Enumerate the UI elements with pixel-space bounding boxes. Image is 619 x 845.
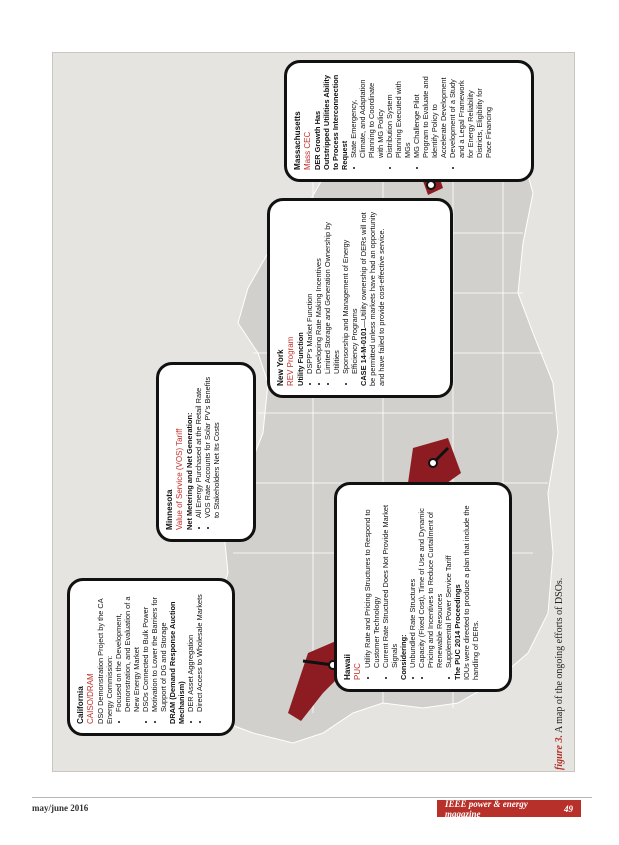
massachusetts-bullets: [349, 72, 494, 170]
hawaii-considering-bullets: [408, 494, 453, 680]
footer-page-number: 49: [564, 803, 573, 814]
california-dram-bullets: [186, 590, 204, 724]
list-item: • Supplemental Power Service Tariff: [444, 494, 453, 668]
list-item: • DSOs Connected to Bulk Power: [141, 590, 150, 712]
list-item: • Development of a Study and a Legal Framework for Energy Reliability Districts, Eligibility for Pace Financing: [448, 72, 493, 158]
minnesota-program: Value of Service (VOS) Tariff: [175, 428, 184, 530]
minnesota-title: Minnesota: [165, 489, 174, 530]
callout-minnesota: [156, 362, 256, 542]
new-york-case-heading: CASE 14-M-0101: [358, 327, 368, 386]
callout-massachusetts: [284, 60, 534, 182]
minnesota-heading: Net Metering and Net Generation:: [184, 412, 194, 530]
list-item: • VOS Rate Accounts for Solar PV’s Benefits to Stakeholders Net Its Costs: [203, 374, 221, 518]
footer-magazine-name: IEEE power & energy magazine: [445, 798, 528, 819]
figure-label: figure 3.: [554, 735, 565, 770]
hawaii-title: Hawaii: [343, 654, 352, 680]
callout-new-york: [267, 198, 453, 398]
list-item: • Sponsorship and Management of Energy Efficiency Programs: [341, 210, 359, 374]
footer-date: may/june 2016: [32, 803, 89, 813]
rotated-callout-layer: [52, 52, 573, 770]
list-item: • Limited Storage and Generation Ownership by Utilities: [323, 210, 341, 374]
list-item: • All Energy Purchased at the Retail Rate: [194, 374, 203, 518]
hawaii-considering-heading: Considering:: [398, 634, 408, 680]
new-york-heading: Utility Function: [295, 332, 305, 386]
callout-california: [67, 578, 235, 736]
new-york-case: [359, 210, 386, 386]
list-item: • Developing Rate Making Incentives: [314, 210, 323, 374]
list-item: • Direct Access to Wholesale Markets: [195, 590, 204, 712]
list-item: • MG Challenge Pilot Program to Evaluate and Identify Policy to Accelerate Development: [412, 72, 448, 158]
list-item: • Unbundled Rate Structures: [408, 494, 417, 668]
list-item: • DER Asset Aggregation: [186, 590, 195, 712]
massachusetts-title: Massachusetts: [293, 111, 302, 170]
massachusetts-heading: DER Growth Has Outstripped Utilities Ability to Process Interconnection Request: [312, 74, 349, 170]
list-item: • Capacity (Fixed Cost), Time of Use and Dynamic Pricing and Incentives to Reduce Curtailment of Renewable Resources: [417, 494, 444, 668]
list-item: • Current Rate Structured Does Not Provide Market Signals: [381, 494, 399, 668]
list-item: • Motivation to Lower the Barriers for Support of DG and Storage: [150, 590, 168, 712]
california-intro: DSO Demonstration Project by the CA Energy Commission:: [95, 598, 114, 724]
list-item: • DSPP’s Market Function: [305, 210, 314, 374]
california-dram-heading: DRAM (Demand Response Auction Mechanism): [168, 601, 187, 724]
figure-caption-text: A map of the ongoing efforts of DSOs.: [554, 577, 565, 734]
callout-hawaii: [334, 482, 512, 692]
footer-magazine-bar: [437, 800, 581, 817]
hawaii-proceedings-text: IOUs were directed to produce a plan that include the handling of DERs.: [462, 505, 481, 680]
list-item: • State Emergency, Climate, and Adaptation Planning to Coordinate with MG Policy: [349, 72, 385, 158]
new-york-bullets: [305, 210, 359, 386]
hawaii-program: PUC: [353, 663, 362, 680]
california-title: California: [76, 686, 85, 724]
california-bullets: [114, 590, 168, 724]
hawaii-proceedings-heading: The PUC 2014 Proceedings: [453, 584, 463, 680]
california-program: CAISO/DRAM: [86, 673, 95, 724]
new-york-case-text: —Utility ownership of DERs will not be permitted unless markets have had an opportunity and have failed to provide cost-effective service.: [358, 211, 387, 386]
list-item: • Utility Rate and Pricing Structures to Respond to Customer Technology: [363, 494, 381, 668]
massachusetts-program: Mass CEC: [303, 131, 312, 170]
hawaii-bullets: [363, 494, 399, 680]
new-york-title: New York: [276, 349, 285, 386]
figure-caption: [554, 578, 565, 770]
minnesota-bullets: [194, 374, 221, 530]
list-item: • Distribution System Planning Executed with MGs: [385, 72, 412, 158]
new-york-program: REV Program: [286, 336, 295, 386]
list-item: • Focused on the Development, Demonstration, and Evaluation of a New Energy Market: [114, 590, 141, 712]
